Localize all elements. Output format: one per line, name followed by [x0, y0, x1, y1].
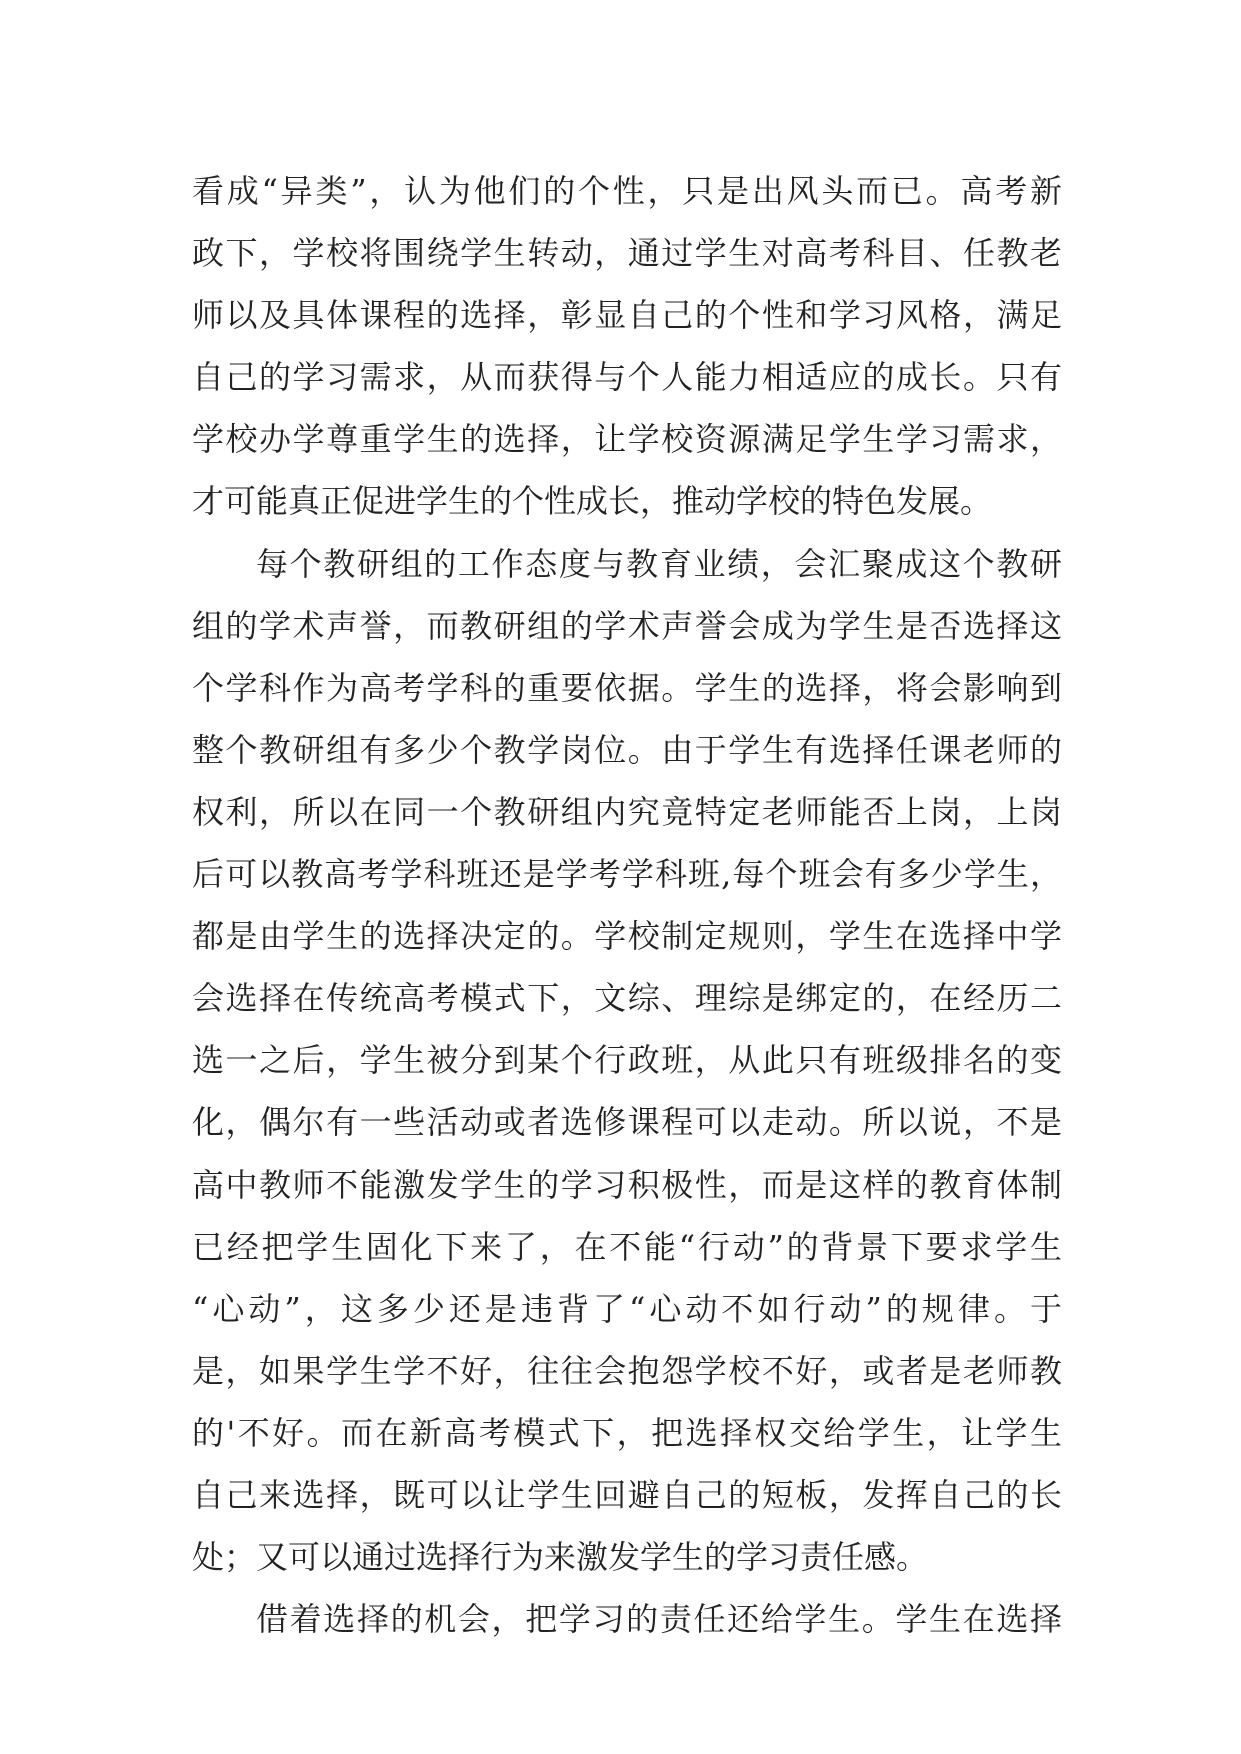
- text-line: 自己来选择，既可以让学生回避自己的短板，发挥自己的长: [192, 1475, 1062, 1514]
- text-line: 借着选择的机会，把学习的责任还给学生。学生在选择: [256, 1600, 1062, 1639]
- text-line: “心动”，这多少还是违背了“心动不如行动”的规律。于: [192, 1289, 1062, 1328]
- text-line: 政下，学校将围绕学生转动，通过学生对高考科目、任教老: [192, 234, 1062, 273]
- text-line: 权利，所以在同一个教研组内究竟特定老师能否上岗，上岗: [192, 792, 1062, 831]
- text-line: 才可能真正促进学生的个性成长，推动学校的特色发展。: [192, 482, 993, 521]
- text-line: 化，偶尔有一些活动或者选修课程可以走动。所以说，不是: [192, 1103, 1062, 1142]
- text-line: 师以及具体课程的选择，彰显自己的个性和学习风格，满足: [192, 296, 1062, 335]
- text-line: 学校办学尊重学生的选择，让学校资源满足学生学习需求，: [192, 420, 1062, 459]
- text-line: 是，如果学生学不好，往往会抱怨学校不好，或者是老师教: [192, 1351, 1062, 1390]
- text-line: 都是由学生的选择决定的。学校制定规则，学生在选择中学: [192, 917, 1062, 956]
- text-line: 自己的学习需求，从而获得与个人能力相适应的成长。只有: [192, 358, 1062, 397]
- text-line: 个学科作为高考学科的重要依据。学生的选择，将会影响到: [192, 668, 1062, 707]
- text-line: 选一之后，学生被分到某个行政班，从此只有班级排名的变: [192, 1041, 1062, 1080]
- body-text: [192, 160, 1062, 1650]
- text-line: 整个教研组有多少个教学岗位。由于学生有选择任课老师的: [192, 730, 1062, 769]
- text-line: 的'不好。而在新高考模式下，把选择权交给学生，让学生: [192, 1413, 1062, 1452]
- text-line: 看成“异类”，认为他们的个性，只是出风头而已。高考新: [192, 172, 1062, 210]
- text-line: 处；又可以通过选择行为来激发学生的学习责任感。: [192, 1538, 929, 1577]
- text-line: 每个教研组的工作态度与教育业绩，会汇聚成这个教研: [256, 544, 1062, 583]
- text-line: 后可以教高考学科班还是学考学科班,每个班会有多少学生，: [192, 855, 1062, 894]
- text-line: 会选择在传统高考模式下，文综、理综是绑定的，在经历二: [192, 979, 1062, 1018]
- text-line: 高中教师不能激发学生的学习积极性，而是这样的教育体制: [192, 1165, 1062, 1204]
- text-line: 组的学术声誉，而教研组的学术声誉会成为学生是否选择这: [192, 606, 1062, 645]
- text-line: 已经把学生固化下来了，在不能“行动”的背景下要求学生: [192, 1227, 1062, 1266]
